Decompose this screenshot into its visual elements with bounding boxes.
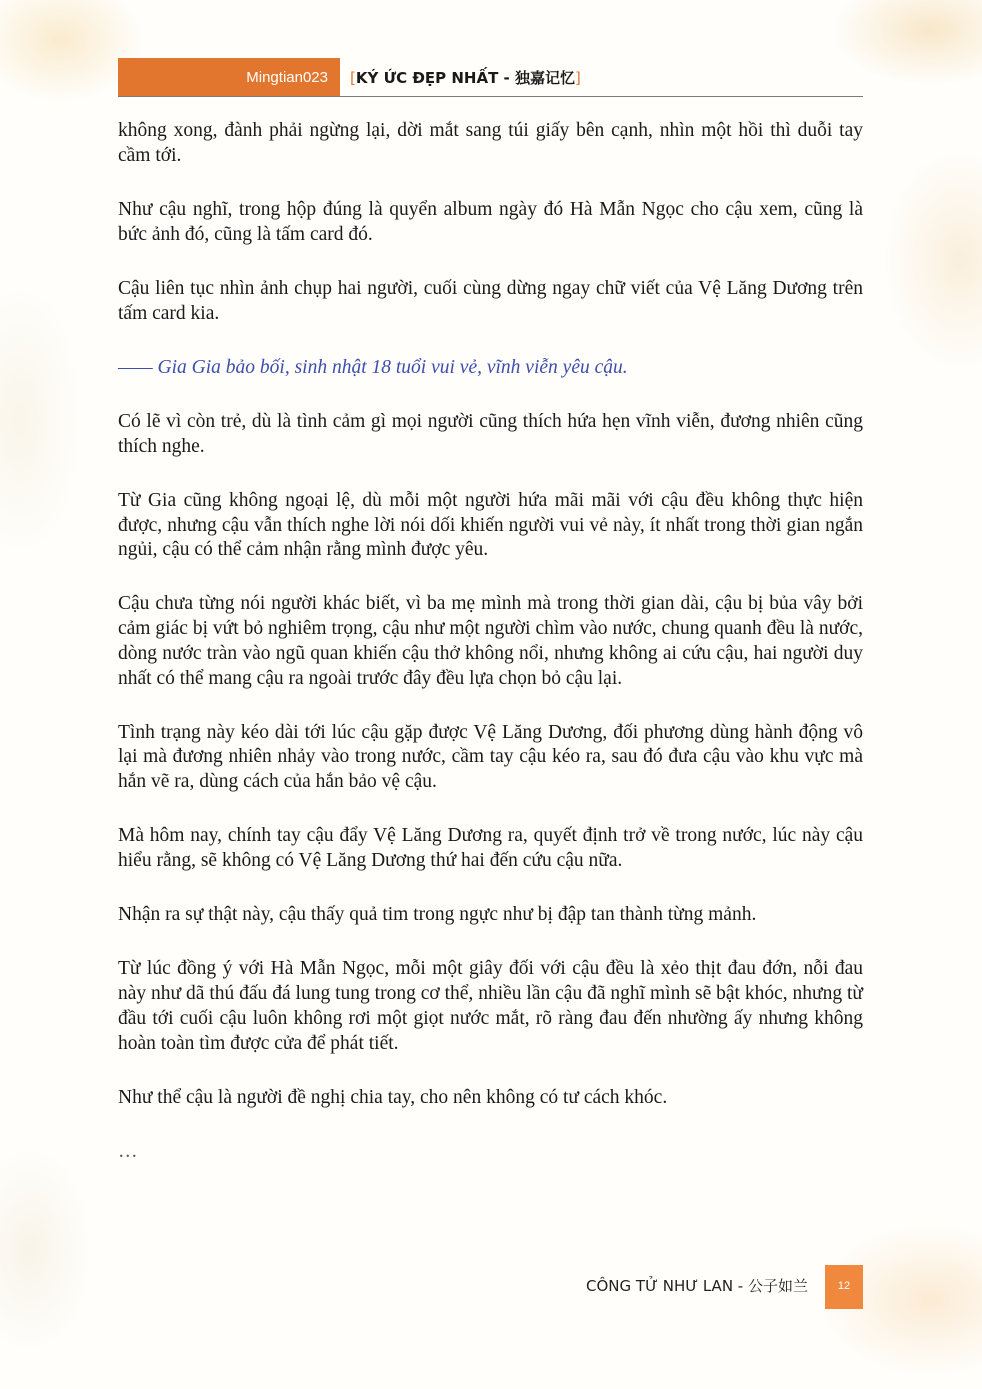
card-quote: —— Gia Gia bảo bối, sinh nhật 18 tuổi vui vẻ, vĩnh viễn yêu cậu. xyxy=(118,356,628,378)
header-bracket-open: [ xyxy=(350,69,356,87)
page-header xyxy=(118,58,863,97)
page-number: 12 xyxy=(825,1265,863,1309)
paragraph: không xong, đành phải ngừng lại, dời mắt sang túi giấy bên cạnh, nhìn một hồi thì duỗi tay cầm tới. xyxy=(118,120,863,166)
header-author: Mingtian023 xyxy=(118,58,340,96)
page-footer xyxy=(118,1265,863,1309)
paragraph: Mà hôm nay, chính tay cậu đẩy Vệ Lăng Dương ra, quyết định trở về trong nước, lúc này cậu hiểu rằng, sẽ không có Vệ Lăng Dương thứ hai đến cứu cậu nữa. xyxy=(118,825,863,872)
paragraph: Như cậu nghĩ, trong hộp đúng là quyển album ngày đó Hà Mẫn Ngọc cho cậu xem, cũng là bức ảnh đó, cũng là tấm card đó. xyxy=(118,198,863,245)
paragraph: Tình trạng này kéo dài tới lúc cậu gặp được Vệ Lăng Dương, đối phương dùng hành động vô lại mà đương nhiên nhảy vào trong nước, cầm tay cậu kéo ra, sau đó đưa cậu vào khu vực mà hắn vẽ ra, dùng cách của hắn bảo vệ cậu. xyxy=(118,721,863,793)
paragraph: Có lẽ vì còn trẻ, dù là tình cảm gì mọi người cũng thích hứa hẹn vĩnh viễn, đương nhiên cũng thích nghe. xyxy=(118,410,863,457)
chapter-body xyxy=(118,119,863,1194)
paragraph: Cậu liên tục nhìn ảnh chụp hai người, cuối cùng dừng ngay chữ viết của Vệ Lăng Dương trên tấm card kia. xyxy=(118,277,863,324)
paragraph: Từ Gia cũng không ngoại lệ, dù mỗi một người hứa mãi mãi với cậu đều không thực hiện được, nhưng cậu vẫn thích nghe lời nói dối khiến người vui vẻ này, ít nhất trong thời gian ngắn ngủi, cậu có thể cảm nhận rằng mình được yêu. xyxy=(118,489,863,561)
paragraph: Từ lúc đồng ý với Hà Mẫn Ngọc, mỗi một giây đối với cậu đều là xẻo thịt đau đớn, nỗi đau này như dã thú đấu đá lung tung trong cơ thể, nhiều lần cậu đã nghĩ mình sẽ bật khóc, nhưng từ đầu tới cuối cậu luôn không rơi một giọt nước mắt, rõ ràng đau đến nhường ấy nhưng không hoàn toàn tìm được cửa để phát tiết. xyxy=(118,958,863,1054)
ellipsis: … xyxy=(118,1140,138,1162)
paragraph: Cậu chưa từng nói người khác biết, vì ba mẹ mình mà trong thời gian dài, cậu bị bủa vây bởi cảm giác bị vứt bỏ nghiêm trọng, cậu như một người chìm vào nước, chung quanh đều là nước, dòng nước tràn vào ngũ quan khiến cậu thở không nổi, nhưng không ai cứu cậu, hai người duy nhất có thể mang cậu ra ngoài trước đây đều lựa chọn bỏ cậu lại. xyxy=(118,593,863,689)
header-title xyxy=(350,58,581,96)
footer-book-author: CÔNG TỬ NHƯ LAN - 公子如兰 xyxy=(586,1277,808,1295)
header-bracket-close: ] xyxy=(574,69,581,87)
paragraph: Nhận ra sự thật này, cậu thấy quả tim trong ngực như bị đập tan thành từng mảnh. xyxy=(118,904,757,926)
paragraph: Như thể cậu là người đề nghị chia tay, cho nên không có tư cách khóc. xyxy=(118,1086,668,1108)
header-title-text: KÝ ỨC ĐẸP NHẤT - 独嘉记忆 xyxy=(355,69,575,87)
